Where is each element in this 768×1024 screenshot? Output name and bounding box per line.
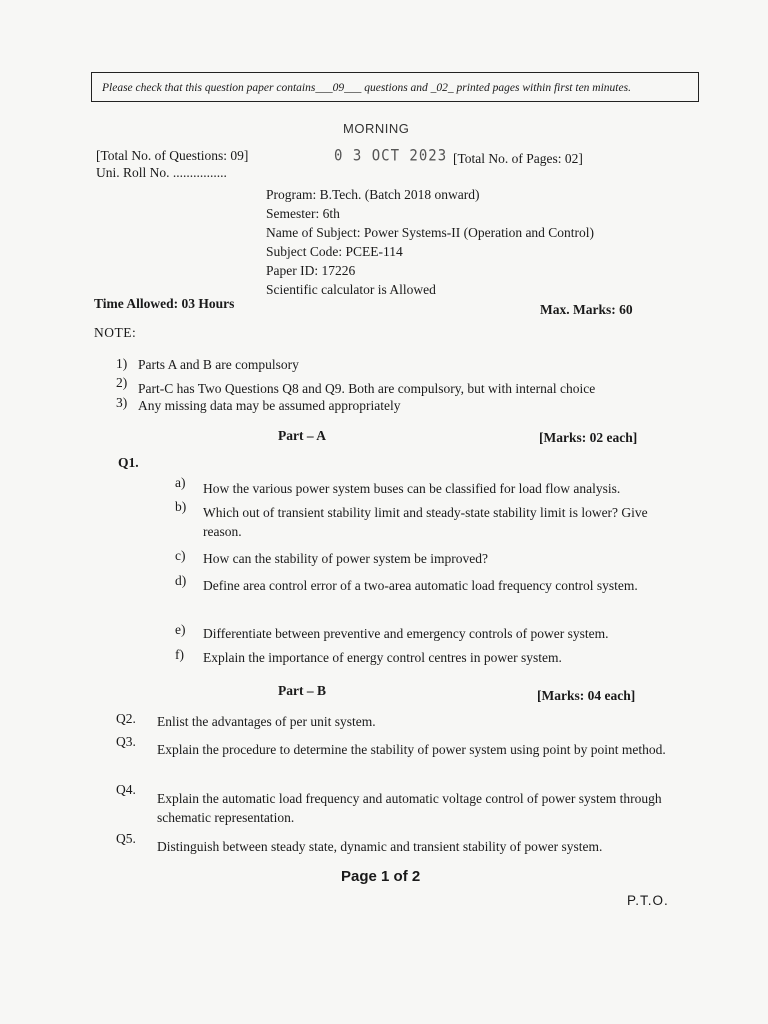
calculator-note: Scientific calculator is Allowed [266,282,436,297]
note-text: Parts A and B are compulsory [138,357,299,372]
total-pages: [Total No. of Pages: 02] [453,151,583,166]
semester: Semester: 6th [266,206,340,221]
instruction-notice: Please check that this question paper contains___09___ questions and _02_ printed pages within first ten minutes. [91,72,699,102]
time-allowed: Time Allowed: 03 Hours [94,296,235,311]
part-b-marks: [Marks: 04 each] [537,688,636,703]
question-label: Q3. [116,734,136,749]
page-number: Page 1 of 2 [341,868,421,885]
item-label: c) [175,548,186,563]
question-text: Distinguish between steady state, dynamic and transient stability of power system. [157,839,603,854]
part-b-title: Part – B [278,683,326,698]
item-label: f) [175,647,184,662]
roll-number: Uni. Roll No. ................ [96,165,227,180]
item-text: Which out of transient stability limit and steady-state stability limit is lower? Give reason. [203,505,648,539]
item-label: b) [175,499,187,514]
question-label: Q5. [116,831,136,846]
note-text: Part-C has Two Questions Q8 and Q9. Both are compulsory, but with internal choice [138,381,596,396]
question-label: Q1. [118,455,139,470]
note-number: 3) [116,395,128,410]
subject-name: Name of Subject: Power Systems-II (Operation and Control) [266,225,595,240]
item-label: a) [175,475,186,490]
item-label: e) [175,622,186,637]
paper-id: Paper ID: 17226 [266,263,356,278]
item-label: d) [175,573,187,588]
note-number: 1) [116,356,128,371]
item-text: Define area control error of a two-area automatic load frequency control system. [203,578,638,593]
item-text: How can the stability of power system be improved? [203,551,488,566]
note-text: Any missing data may be assumed appropriately [138,398,401,413]
question-text: Explain the automatic load frequency and automatic voltage control of power system through schematic representation. [157,791,662,825]
note-heading: NOTE: [94,325,137,340]
question-label: Q2. [116,711,136,726]
question-text: Enlist the advantages of per unit system. [157,714,376,729]
total-questions: [Total No. of Questions: 09] [96,148,249,163]
part-a-title: Part – A [278,428,326,443]
item-text: Differentiate between preventive and emergency controls of power system. [203,626,609,641]
note-number: 2) [116,375,128,390]
max-marks: Max. Marks: 60 [540,302,633,317]
question-label: Q4. [116,782,136,797]
question-text: Explain the procedure to determine the stability of power system using point by point method. [157,742,666,757]
session-stamp: MORNING [343,121,410,136]
program: Program: B.Tech. (Batch 2018 onward) [266,187,480,202]
pto-label: P.T.O. [627,893,669,908]
date-stamp: 0 3 OCT 2023 [334,146,448,166]
subject-code: Subject Code: PCEE-114 [266,244,403,259]
item-text: Explain the importance of energy control centres in power system. [203,650,562,665]
part-a-marks: [Marks: 02 each] [539,430,638,445]
item-text: How the various power system buses can be classified for load flow analysis. [203,481,621,496]
